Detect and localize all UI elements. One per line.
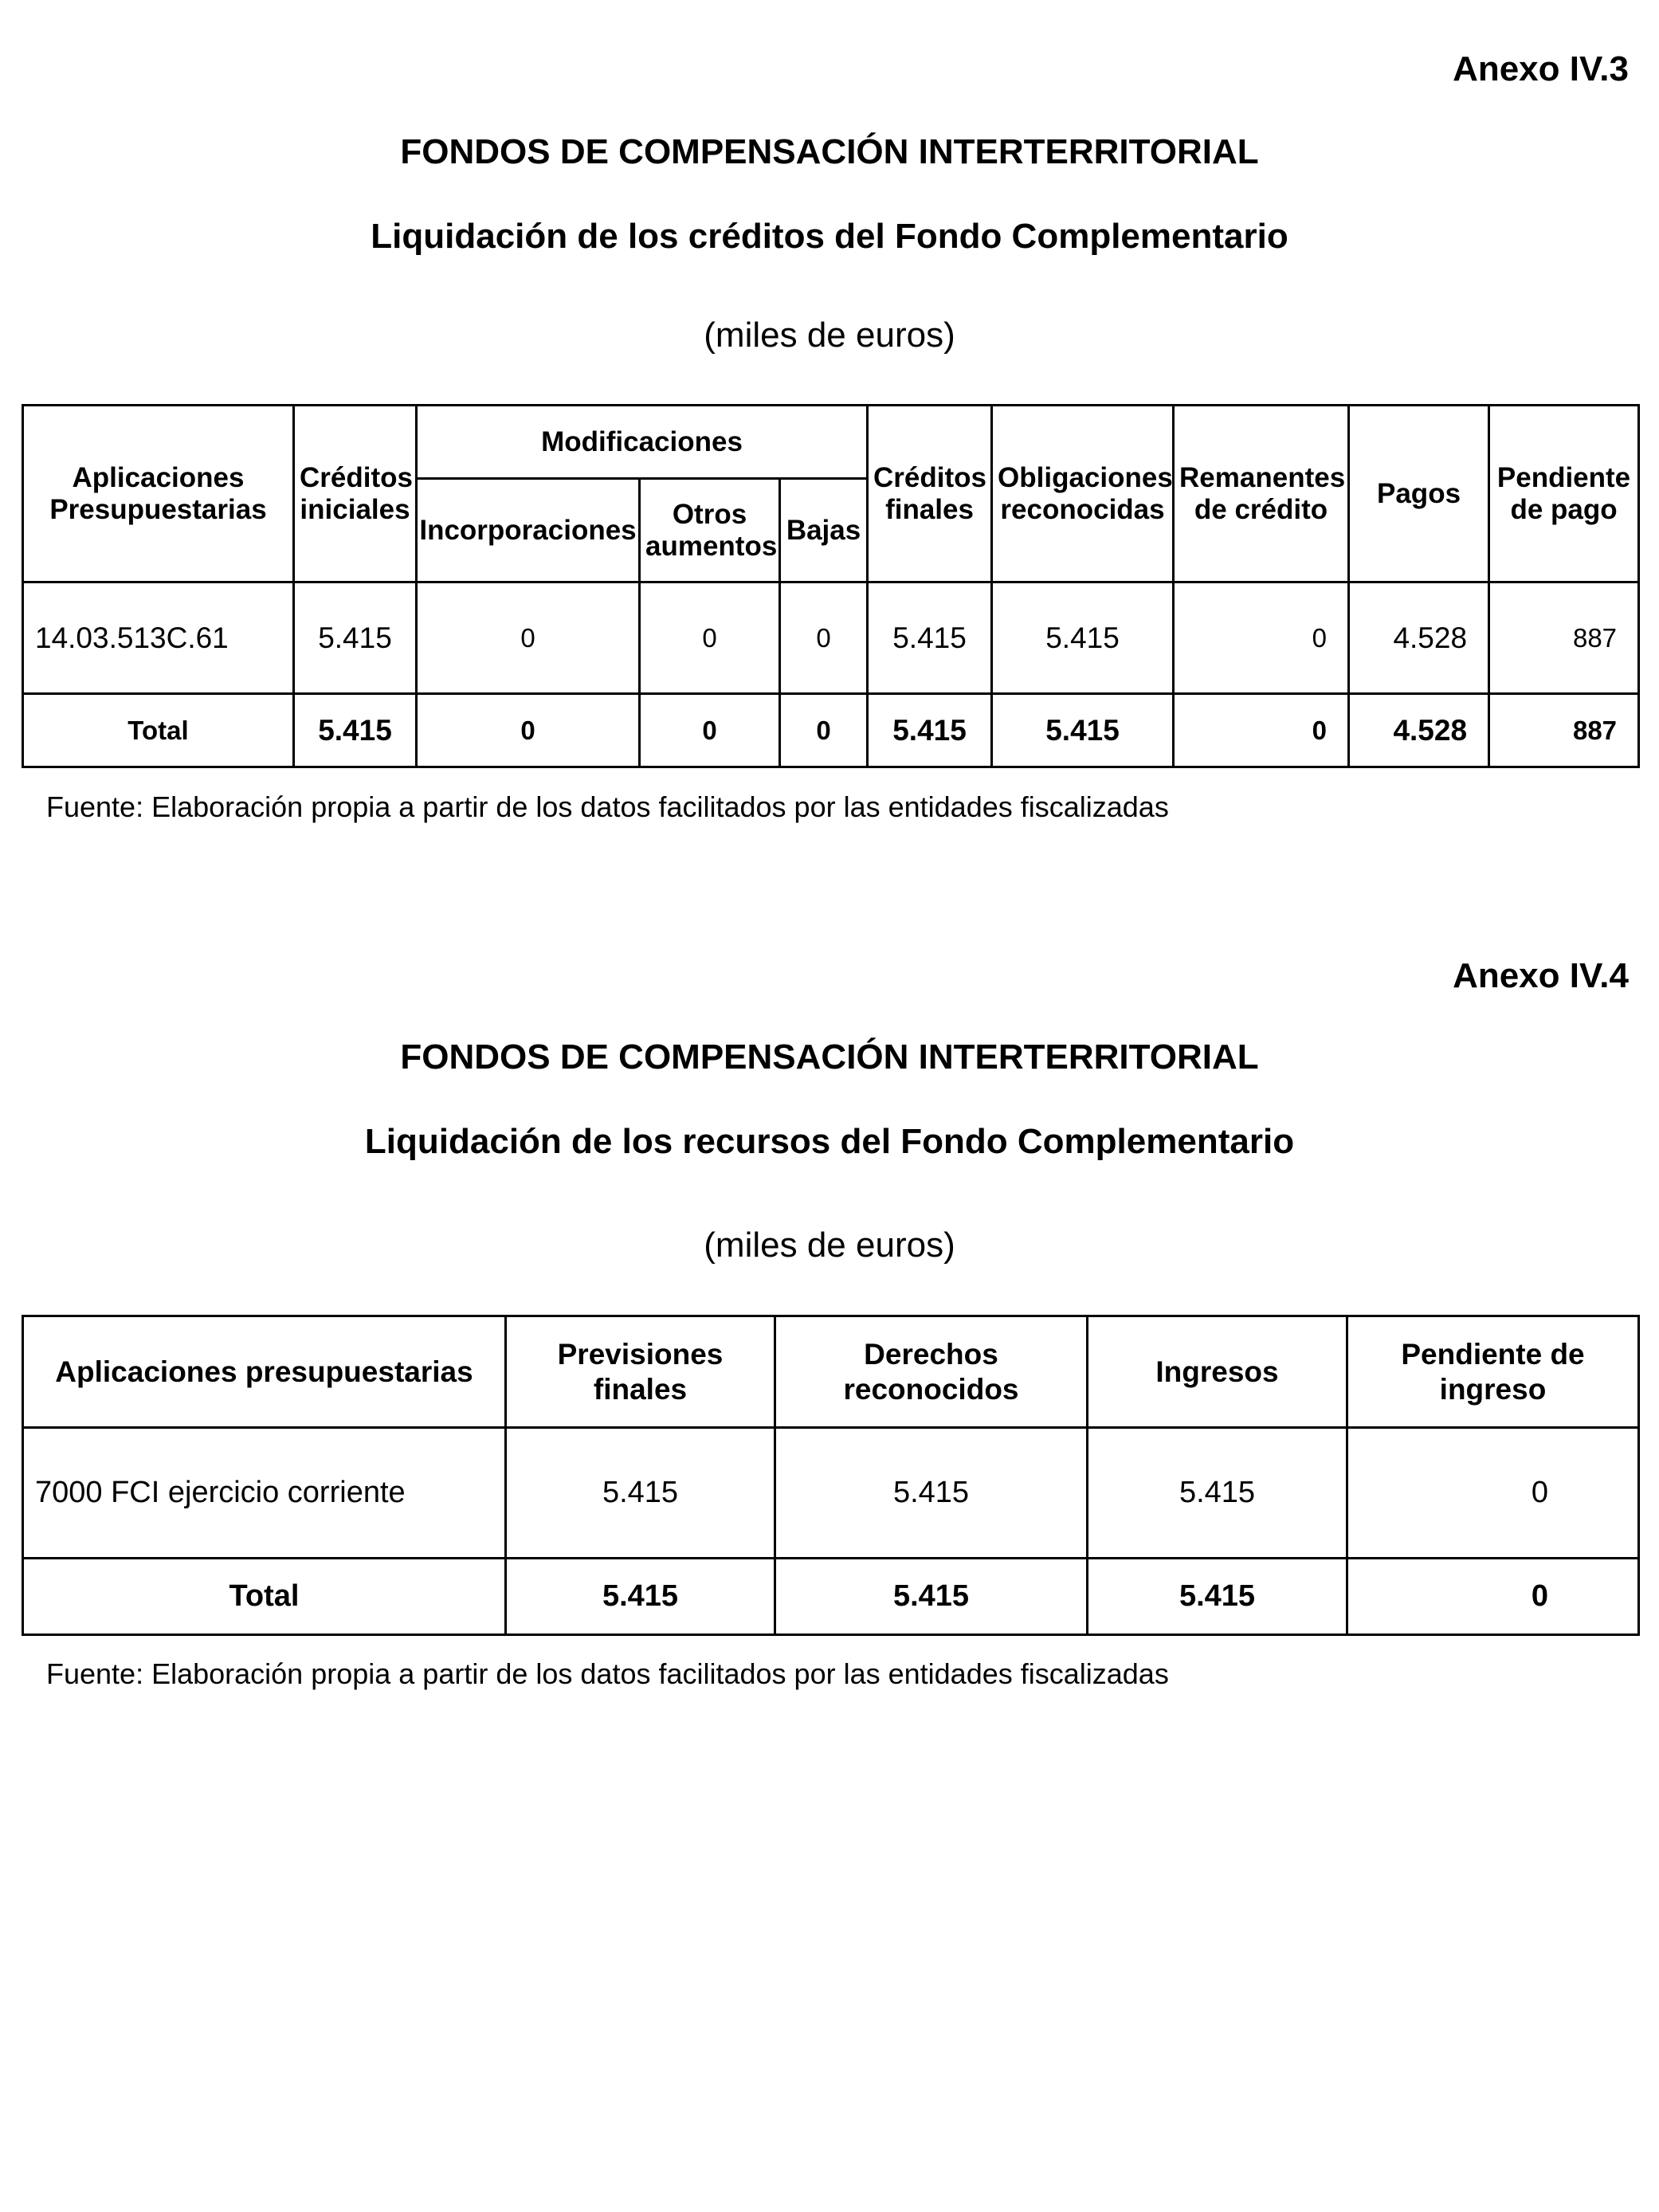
cell-ingresos: 5.415 — [1088, 1428, 1347, 1559]
col-remanentes: Remanentes de crédito — [1174, 406, 1349, 582]
cell-incorporaciones: 0 — [417, 582, 640, 694]
col-obligaciones: Obligaciones reconocidas — [992, 406, 1174, 582]
cell-pendiente-ingreso: 0 — [1347, 1428, 1639, 1559]
table-row — [23, 1428, 1639, 1559]
cell-total-pendiente-ingreso: 0 — [1347, 1559, 1639, 1635]
cell-total-derechos: 5.415 — [775, 1559, 1088, 1635]
section-subtitle: Liquidación de los créditos del Fondo Complementario — [371, 217, 1288, 256]
cell-pendiente: 887 — [1489, 582, 1639, 694]
col-modificaciones: Modificaciones — [417, 406, 868, 479]
cell-derechos: 5.415 — [775, 1428, 1088, 1559]
col-creditos-iniciales: Créditos iniciales — [294, 406, 417, 582]
cell-total-incorporaciones: 0 — [417, 694, 640, 767]
cell-total-obligaciones: 5.415 — [992, 694, 1174, 767]
cell-aplicacion: 7000 FCI ejercicio corriente — [23, 1428, 506, 1559]
col-creditos-finales: Créditos finales — [868, 406, 992, 582]
col-otros-aumentos: Otros aumentos — [640, 479, 780, 582]
cell-total-ingresos: 5.415 — [1088, 1559, 1347, 1635]
cell-total-label: Total — [23, 1559, 506, 1635]
cell-creditos-iniciales: 5.415 — [294, 582, 417, 694]
cell-obligaciones: 5.415 — [992, 582, 1174, 694]
cell-creditos-finales: 5.415 — [868, 582, 992, 694]
section-title: FONDOS DE COMPENSACIÓN INTERTERRITORIAL — [400, 132, 1259, 171]
cell-total-pendiente: 887 — [1489, 694, 1639, 767]
section-subtitle: Liquidación de los recursos del Fondo Complementario — [364, 1122, 1295, 1161]
col-pendiente-ingreso: Pendiente de ingreso — [1347, 1316, 1639, 1428]
annex-label: Anexo IV.4 — [1453, 956, 1629, 995]
resources-table — [22, 1315, 1640, 1636]
cell-pagos: 4.528 — [1349, 582, 1489, 694]
cell-total-pagos: 4.528 — [1349, 694, 1489, 767]
section-title: FONDOS DE COMPENSACIÓN INTERTERRITORIAL — [400, 1037, 1259, 1077]
source-note: Fuente: Elaboración propia a partir de los datos facilitados por las entidades fiscalizadas — [46, 790, 1169, 823]
cell-total-creditos-iniciales: 5.415 — [294, 694, 417, 767]
cell-bajas: 0 — [780, 582, 868, 694]
units-label: (miles de euros) — [704, 1226, 955, 1265]
cell-previsiones: 5.415 — [506, 1428, 775, 1559]
units-label: (miles de euros) — [704, 316, 955, 355]
col-pendiente: Pendiente de pago — [1489, 406, 1639, 582]
col-bajas: Bajas — [780, 479, 868, 582]
annex-label: Anexo IV.3 — [1453, 49, 1629, 88]
cell-total-otros-aumentos: 0 — [640, 694, 780, 767]
col-previsiones: Previsiones finales — [506, 1316, 775, 1428]
col-pagos: Pagos — [1349, 406, 1489, 582]
credits-table — [22, 404, 1640, 768]
source-note: Fuente: Elaboración propia a partir de los datos facilitados por las entidades fiscalizadas — [46, 1657, 1169, 1690]
cell-remanentes: 0 — [1174, 582, 1349, 694]
total-row — [23, 1559, 1639, 1635]
cell-total-creditos-finales: 5.415 — [868, 694, 992, 767]
cell-total-previsiones: 5.415 — [506, 1559, 775, 1635]
col-aplicaciones: Aplicaciones presupuestarias — [23, 1316, 506, 1428]
cell-aplicacion: 14.03.513C.61 — [23, 582, 294, 694]
cell-total-remanentes: 0 — [1174, 694, 1349, 767]
cell-otros-aumentos: 0 — [640, 582, 780, 694]
col-incorporaciones: Incorporaciones — [417, 479, 640, 582]
total-row — [23, 694, 1639, 767]
col-derechos: Derechos reconocidos — [775, 1316, 1088, 1428]
col-ingresos: Ingresos — [1088, 1316, 1347, 1428]
col-aplicaciones: Aplicaciones Presupuestarias — [23, 406, 294, 582]
cell-total-label: Total — [23, 694, 294, 767]
cell-total-bajas: 0 — [780, 694, 868, 767]
table-row — [23, 582, 1639, 694]
